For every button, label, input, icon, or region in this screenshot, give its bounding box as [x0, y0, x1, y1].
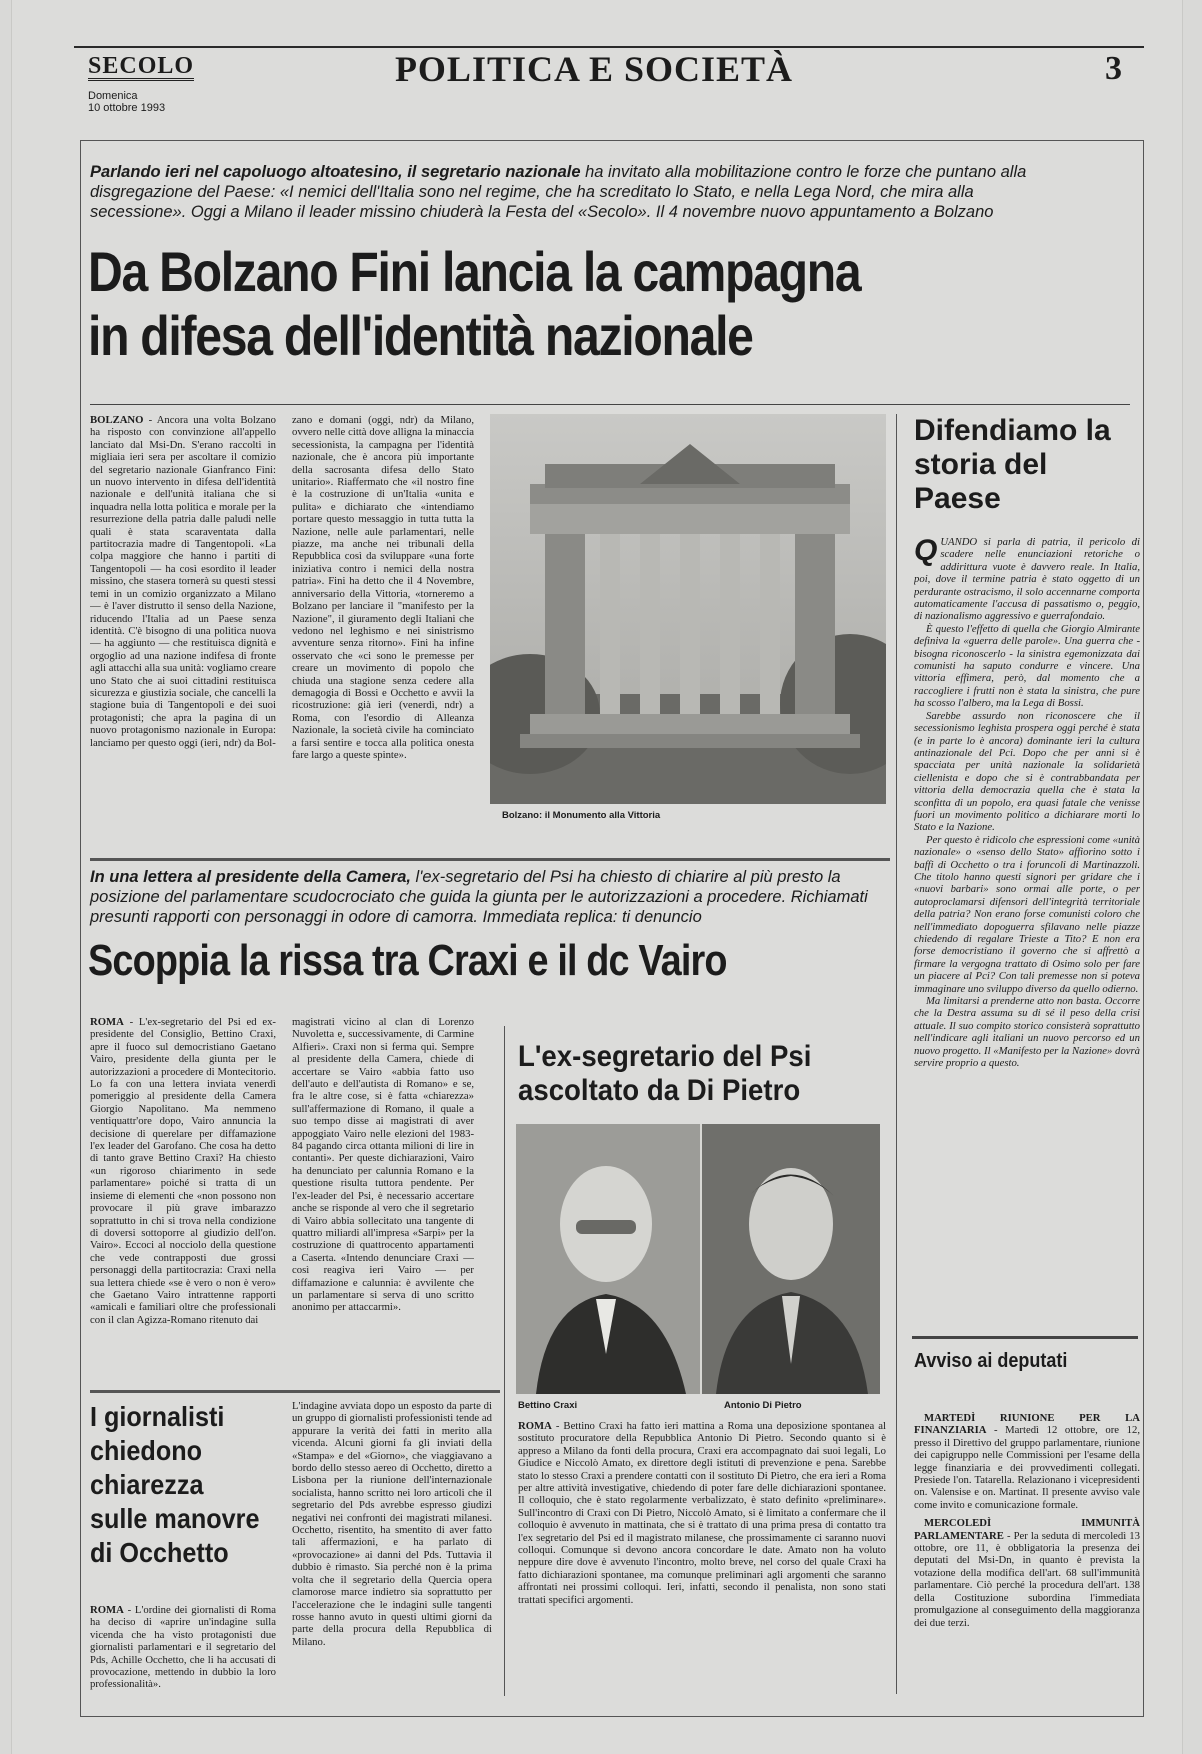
story4-column-1: [90, 1604, 276, 1700]
avviso-text: [914, 1412, 1140, 1702]
story2-headline: Scoppia la rissa tra Craxi e il dc Vairo: [88, 936, 727, 985]
story3-headline: L'ex-segretario del Psi ascoltato da Di Pietro: [518, 1040, 812, 1107]
issue-date: [88, 90, 165, 114]
issue-date-text: 10 ottobre 1993: [88, 102, 166, 114]
story1-column-2: [292, 414, 474, 824]
story3-text: - Bettino Craxi ha fatto ieri mattina a Roma una deposizione spontanea al sostituto procuratore della Repubblica Antonio Di Pietro. Secondo quanto si è appreso a Milano da fonti della procura, Craxi era accompagnato dai suoi legali, Lo Giudice e Niccolò Amato, ex direttore degli istituti di prevenzione e pena. Sarebbe stato lo stesso Craxi a prendere contatti con il sostituto Di Pietro, che era ieri a Roma per altre attività investigative, chiedendo di poter fare delle dichiarazioni spontanee. Il colloquio, che è stato regolarmente verbalizzato, è stato definito «preliminare». Sull'incontro di Craxi con Di Pietro, Niccolò Amato, si è limitato a confermare che il colloquio è avvenuto in mattinata, che si è trattato di una prima presa di contatto tra l'ex segretario del Psi ed il magistrato milanese, che prossimamente ci saranno nuovi colloqui. Comunque si devono ancora concordare le date. Amato non ha voluto neppure dire dove è avvenuto l'incontro, molto breve, nel corso del quale Craxi ha fatto dichiarazioni spontanee, ma comunque preliminari agli argomenti che saranno affrontati nei prossimi colloqui. Ieri, infatti, secondo il penalista, non sono stati trattati specifici argomenti.: [518, 1420, 886, 1606]
avviso-headline: Avviso ai deputati: [914, 1350, 1068, 1372]
story1-headline-line1: Da Bolzano Fini lancia la campagna: [88, 240, 861, 303]
story1-standfirst-rest: ha invitato alla mobilitazione contro le forze che puntano alla disgregazione del Paese: «I nemici dell'Italia sono nel regime, che ha screditato lo Stato, e nella Lega Nord, che mira alla secessione». Oggi a Milano il leader missino chiuderà la Festa del «Secolo». Il 4 novembre nuovo appuntamento a Bolzano: [90, 163, 1027, 221]
sidebar-headline: Difendiamo la storia del Paese: [914, 414, 1111, 515]
caption-dipietro: Antonio Di Pietro: [724, 1400, 802, 1411]
story1-rule: [90, 404, 1130, 405]
avviso-item1-text: - Martedì 12 ottobre, ore 12, presso il Direttivo del gruppo parlamentare, riunione dei capigruppo nelle Commissioni per l'esame della legge finanziaria e dei provvedimenti collegati. Presiede l'on. Tatarella. Relazionano i vicepresidenti on. Valensise e on. Martinat. Il presente avviso vale come invito e comunicazione formale.: [914, 1424, 1140, 1511]
story2-standfirst: [90, 867, 870, 927]
page-number: 3: [1105, 50, 1122, 87]
sidebar-paragraph-2: È questo l'effetto di quella che Giorgio Almirante definiva la «guerra delle parole». Una guerra che - bisogna riconoscerlo - la sinistra egemonizzata dai comunisti ha saputo condurre e vincere. Una vittoria effimera, però, dal momento che a raccogliere i frutti non è stata la sinistra, che pure ha scosso l'albero, ma la Lega di Bossi.: [914, 622, 1140, 710]
section-title: POLITICA E SOCIETÀ: [394, 49, 794, 89]
story2-column-2: [292, 1016, 474, 1382]
story1-col1-text: - Ancora una volta Bolzano ha risposto con convinzione all'appello lanciato dal Msi-Dn. S'erano raccolti in migliaia ieri sera per ascoltare il comizio del segretario nazionale Gianfranco Fini: un nuovo intervento in difesa dell'identità nazionale e dell'unità italiana che si inquadra nella lotta politica e morale per la resurrezione della patria dalle paludi nelle quali è stata scaraventata dalla partitocrazia madre di Tangentopoli. «La colpa maggiore che hanno i partiti di Tangentopoli — ha così esordito il leader missino, che stasera tornerà su questi stessi temi in un comizio organizzato a Milano — è l'aver distrutto il senso della Nazione, riducendo l'Italia ad un Paese senza identità. C'è bisogno di una politica nuova — ha aggiunto — che restituisca dignità e orgoglio ad una nazione indifesa di fronte agli attacchi alla sua unità: vogliamo creare uno Stato che ai suoi cittadini restituisca sicurezza e giustizia sociale, che cancelli la stagione buia di Tangentopoli e dei suoi protagonisti; che apra la pagina di un nuovo protagonismo nazionale in Europa: lanciamo per questo oggi (ieri, ndr) da Bol-: [90, 414, 276, 749]
newspaper-page: [12, 0, 1182, 1754]
sidebar-divider: [896, 414, 897, 1694]
issue-day: Domenica: [88, 90, 138, 102]
sidebar-paragraph-3: Sarebbe assurdo non riconoscere che il secessionismo leghista prospera oggi perché è stata (e in parte lo è ancora) dominante ieri la cultura antinazionale del Pci. Dopo che per anni si è spacciata per unità nazionale la solidarietà ciellenista e dopo che si è contrabbandata per vittoria della democrazia quella che è stata la sconfitta di un popolo, era quasi fatale che venisse fuori un movimento politico a dichiarare morti lo Stato e la Nazione.: [914, 709, 1140, 834]
monument-photo: [490, 414, 886, 804]
sidebar-dropcap: Q: [914, 536, 938, 567]
story1-headline-line2: in difesa dell'identità nazionale: [88, 304, 753, 367]
story2-column-1: [90, 1016, 276, 1382]
sidebar-editorial: [914, 536, 1140, 1336]
story4-column-2: [292, 1400, 492, 1700]
story3-body: [518, 1420, 886, 1700]
newspaper-logo: SECOLO: [88, 53, 195, 79]
story2-standfirst-bold: In una lettera al presidente della Camera,: [90, 868, 411, 886]
story1-dateline: BOLZANO: [90, 414, 144, 426]
avviso-item1-title: MARTEDÌ RIUNIONE PER LA FINANZIARIA: [914, 1412, 1140, 1437]
portraits-illustration: [516, 1124, 880, 1394]
avviso-item2-text: - Per la seduta di mercoledì 13 ottobre, ore 11, è obbligatoria la presenza dei deputati del Msi-Dn, in quanto è prevista la votazione della modifica dell'art. 68 sull'immunità parlamentare. Ciò perché la procedura dell'art. 138 della Costituzione subordina l'immediata promulgazione al conseguimento della maggioranza dei due terzi.: [914, 1529, 1140, 1629]
story1-standfirst: [90, 162, 1050, 222]
craxi-dipietro-photo: [516, 1124, 880, 1394]
story1-col2-text: zano e domani (oggi, ndr) da Milano, ovvero nelle città dove alligna la minaccia secessionista, la campagna per l'identità nazionale, che è ancora più importante della sacrosanta difesa dello Stato unitario». Riaffermato che «il nostro fine è la costruzione di un'Italia «unita e pulita» e dichiarato che «intendiamo portare questo messaggio in tutta tutta la Nazione, nelle aule parlamentari, nelle piazze, ma anche nei tribunali della Repubblica così da sviluppare «una forte iniziativa contro i nemici della nostra patria». Fini ha detto che il 4 Novembre, anniversario della Vittoria, «torneremo a Bolzano per lanciare il "manifesto per la Nazione", il giuramento degli Italiani che vedono nel leghismo e nei sinistrismo avventure senza ritorno». Fini ha infine osservato che «ci sono le premesse per creare un movimento di popolo che chiuda una stagione senza cedere alla demagogia di Bossi e Occhetto e avvii la ricostruzione: già ieri (venerdì, ndr) a Roma, con l'esordio di Alleanza Nazionale, la società civile ha cominciato a farsi sentire e tocca alla politica onesta fare largo a queste spinte».: [292, 414, 474, 761]
story2-dateline: ROMA: [90, 1016, 124, 1028]
story1-standfirst-bold: Parlando ieri nel capoluogo altoatesino, il segretario nazionale: [90, 163, 581, 181]
story4-dateline: ROMA: [90, 1604, 124, 1616]
sidebar-paragraph-5: Ma limitarsi a prenderne atto non basta. Occorre che la Destra assuma su di sé il peso della crisi attuale. Il suo compito storico consisterà soprattutto nell'indicare agli italiani un nuovo percorso ed un nuovo progetto. Il «Manifesto per la Nazione» dovrà servire proprio a questo.: [914, 995, 1140, 1070]
story2-rule: [90, 858, 890, 861]
story4-rule: [90, 1390, 500, 1393]
avviso-item2-title: MERCOLEDÌ IMMUNITÀ PARLAMENTARE: [914, 1517, 1140, 1542]
sidebar-paragraph-4: Per questo è ridicolo che espressioni come «unità nazionale» o «senso dello Stato» affiorino sotto i baffi di Occhetto o tra i foruncoli di Martinazzoli. Che titolo hanno questi signori per gridare che i «nuovi barbari» sono ormai alle porte, o per autoproclamarsi difensori dell'integrità territoriale della patria? Non erano forse comunisti coloro che nell'immediato dopoguerra sfilavano nelle piazze chiedendo di regalare Trieste a Tito? E non era forse democristiano il governo che si affrettò a firmare la vergogna trattato di Osimo solo per fare un piacere al Pci? Con tali premesse non si poteva immaginare uno sviluppo diverso da quello odierno.: [914, 833, 1140, 995]
story1-column-1: [90, 414, 276, 824]
story2-col1-text: - L'ex-segretario del Psi ed ex-presidente del Consiglio, Bettino Craxi, apre il fuoco sul democristiano Gaetano Vairo, presidente della giunta per le autorizzazioni a procedere di Montecitorio. Lo fa con una lettera inviata venerdì pomeriggio al presidente della Camera Giorgio Napolitano. Ma nemmeno ventiquattr'ore dopo, Vairo annuncia la decisione di querelare per diffamazione l'ex leader del Garofano. Che cosa ha detto di tanto grave Bettino Craxi? Ha chiesto «un rigoroso chiarimento in sede parlamentare» poiché si tratta di un insieme di elementi che «non possono non provocare il più grave imbarazzo soprattutto in chi si trova nella condizione di doversi sottoporre al giudizio dell'on. Vairo». Eccoci al nocciolo della questione che vede contrapposti due grossi personaggi della partitocrazia: Craxi nella sua lettera chiede «se è vero o non è vero» che Gaetano Vairo intrattenne rapporti «amicali e familiari oltre che professionali con il clan Agizza-Romano ritenuto dai: [90, 1016, 276, 1326]
masthead: [74, 40, 1144, 120]
story2-col2-text: magistrati vicino al clan di Lorenzo Nuvoletta e, successivamente, di Carmine Alfieri». Craxi non si ferma qui. Sempre al presidente della Camera, chiede di accertare se Vairo «abbia fatto uso dell'auto e dell'autista di Romano» e se, fra le altre cose, si è fatta «chiarezza» sull'affermazione di Romano, il quale a suo tempo disse ai magistrati di aver appoggiato Vairo nelle elezioni del 1983-84 pagando circa ottanta milioni di lire in contanti». Per queste dichiarazioni, Vairo ha denunciato per calunnia Romano e la questione risulta tuttora pendente. Per l'ex-leader del Psi, è necessario accertare anche se risponde al vero che il segretario di Vairo abbia sollecitato una tangente di quattro miliardi all'impresa «Sarpi» per la costruzione di quattrocento appartamenti a Caserta. «Intendo denunciare Craxi — così reagiva ieri Vairo — per diffamazione e calunnia: è avvilente che un parlamentare si serva di uno scritto anonimo per attaccarmi».: [292, 1016, 474, 1314]
story3-left-divider: [504, 1026, 505, 1696]
story2-standfirst-rest: l'ex-segretario del Psi ha chiesto di chiarire al più presto la posizione del parlamentare scudocrociato che guida la giunta per le autorizzazioni a procedere. Richiamati presunti rapporti con personaggi in odore di camorra. Immediata replica: ti denuncio: [90, 868, 868, 926]
sidebar-paragraph-1: UANDO si parla di patria, il pericolo di scadere nelle enunciazioni retoriche o addirittura vuote è davvero reale. In Italia, poi, dove il termine patria è stato oggetto di un perdurante ostracismo, il solo accennarne comporta automaticamente l'accusa di passatismo o, peggio, di nazionalismo aggressivo e guerrafondaio.: [914, 536, 1140, 623]
story1-headline: [88, 240, 948, 368]
story4-headline: I giornalisti chiedono chiarezza sulle manovre di Occhetto: [90, 1401, 260, 1568]
monument-illustration: [490, 414, 886, 804]
story4-col2-text: L'indagine avviata dopo un esposto da parte di un gruppo di giornalisti professionisti tende ad appurare la verità dei fatti in merito alla vicenda. Alcuni giorni fa gli inviati della «Stampa» e del «Giorno», che viaggiavano a bordo dello stesso aereo di Occhetto, diretto a Lisbona per la riunione dell'internazionale socialista, hanno scritto nei loro articoli che il segretario del Pds avrebbe espresso giudizi negativi nei confronti dei magistrati milanesi. Occhetto, risentito, ha smentito di aver fatto tali affermazioni, e ha parlato di «provocazione» ai danni del Pds. Tuttavia il dubbio è rimasto. Sia perché non è la prima volta che il segretario della Quercia opera clamorose marce indietro sia soprattutto per l'accelerazione che le indagini sulle tangenti rosse hanno avuto in questi ultimi giorni da parte della procura della Repubblica di Milano.: [292, 1400, 492, 1648]
caption-craxi: Bettino Craxi: [518, 1400, 578, 1411]
avviso-rule: [912, 1336, 1138, 1339]
story4-col1-text: - L'ordine dei giornalisti di Roma ha deciso di «aprire un'indagine sulla vicenda che ha visto protagonisti due giornalisti parlamentari e il segretario del Pds, Achille Occhetto, che li ha accusati di provocazione, mettendo in dubbio la loro professionalità».: [90, 1604, 276, 1691]
story3-dateline: ROMA: [518, 1420, 552, 1432]
monument-photo-caption: Bolzano: il Monumento alla Vittoria: [502, 810, 661, 821]
